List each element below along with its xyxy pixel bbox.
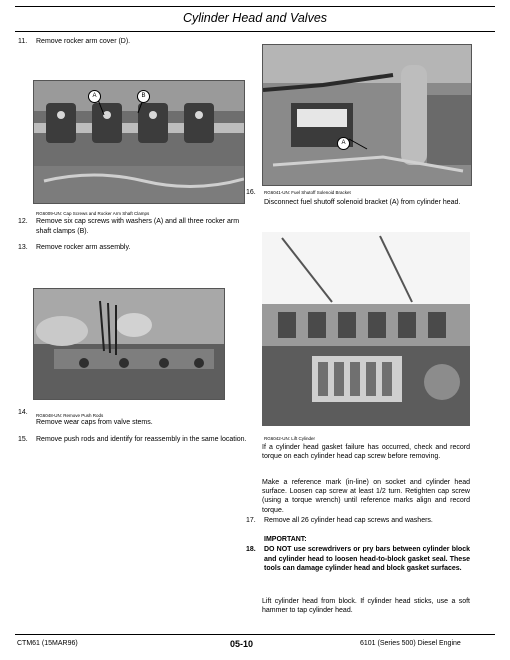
step-number: 18. — [246, 546, 256, 553]
step-17 — [246, 516, 470, 526]
callout-b: B — [137, 90, 150, 103]
photo-caption-3: RG6041-UN: Fuel Shutoff Solenoid Bracket — [264, 190, 351, 195]
page-title: Cylinder Head and Valves — [182, 11, 328, 25]
step-number: 11. — [18, 38, 28, 45]
step-text: Remove six cap screws with washers (A) and all three rocker arm shaft clamps (B). — [36, 218, 240, 235]
lift-cylinder-illustration — [262, 232, 470, 426]
footer-right: 6101 (Series 500) Diesel Engine — [360, 640, 461, 647]
important-text: DO NOT use screwdrivers or pry bars between cylinder block and cylinder head to loosen head-to-block gasket seal. These tools can damage cylinder head and block gasket surfaces. — [264, 546, 470, 572]
step-text: Remove push rods and identify for reassembly in the same location. — [36, 436, 247, 443]
photo-push-rods — [33, 288, 225, 400]
footer-left: CTM61 (15MAR96) — [17, 640, 78, 647]
page-header — [15, 6, 495, 32]
photo-caption-2: RG6048-UN: Remove Push Rods — [36, 413, 104, 418]
step-number: 17. — [246, 517, 256, 524]
step-text: Disconnect fuel shutoff solenoid bracket (A) from cylinder head. — [264, 199, 461, 206]
step-text: Remove all 26 cylinder head cap screws and washers. — [264, 517, 433, 524]
important-heading: IMPORTANT: — [264, 536, 307, 543]
step-number: 15. — [18, 436, 28, 443]
note-lift-head: Lift cylinder head from block. If cylinder head sticks, use a soft hammer to tap cylinder head. — [262, 598, 470, 615]
step-11 — [18, 37, 248, 47]
footer-rule — [15, 634, 495, 635]
step-16 — [246, 188, 470, 216]
solenoid-illustration — [263, 45, 471, 185]
note-reference-mark: Make a reference mark (in-line) on socket and cylinder head surface. Loosen cap screw at least 1/2 turn. Retighten cap screw (using a torque wrench) until reference marks align and record torque. — [262, 479, 470, 514]
step-text: Remove wear caps from valve stems. — [36, 419, 153, 426]
photo-caption-4: RG6042-UN: Lift Cylinder — [264, 436, 316, 441]
step-number: 12. — [18, 218, 28, 225]
photo-solenoid-bracket — [262, 44, 472, 186]
step-14 — [18, 408, 248, 428]
note-check-torque: If a cylinder head gasket failure has occurred, check and record torque on each cylinder head cap screw before removing. — [262, 444, 470, 461]
step-18 — [246, 535, 470, 585]
callout-a-solenoid: A — [337, 137, 350, 150]
step-number: 14. — [18, 409, 28, 416]
step-text: Remove rocker arm assembly. — [36, 244, 131, 251]
step-15 — [18, 435, 248, 455]
photo-lift-cylinder — [262, 232, 470, 426]
photo-rocker-arm — [33, 80, 245, 204]
push-rods-illustration — [34, 289, 224, 399]
photo-caption-1: RG6009-UN: Cap Screws and Rocker Arm Shaft Clamps — [36, 211, 150, 216]
callout-a: A — [88, 90, 101, 103]
step-13 — [18, 243, 248, 253]
step-text: Remove rocker arm cover (D). — [36, 38, 131, 45]
page-number: 05-10 — [230, 639, 254, 649]
step-12 — [18, 217, 248, 237]
step-number: 13. — [18, 244, 28, 251]
step-number: 16. — [246, 189, 256, 196]
